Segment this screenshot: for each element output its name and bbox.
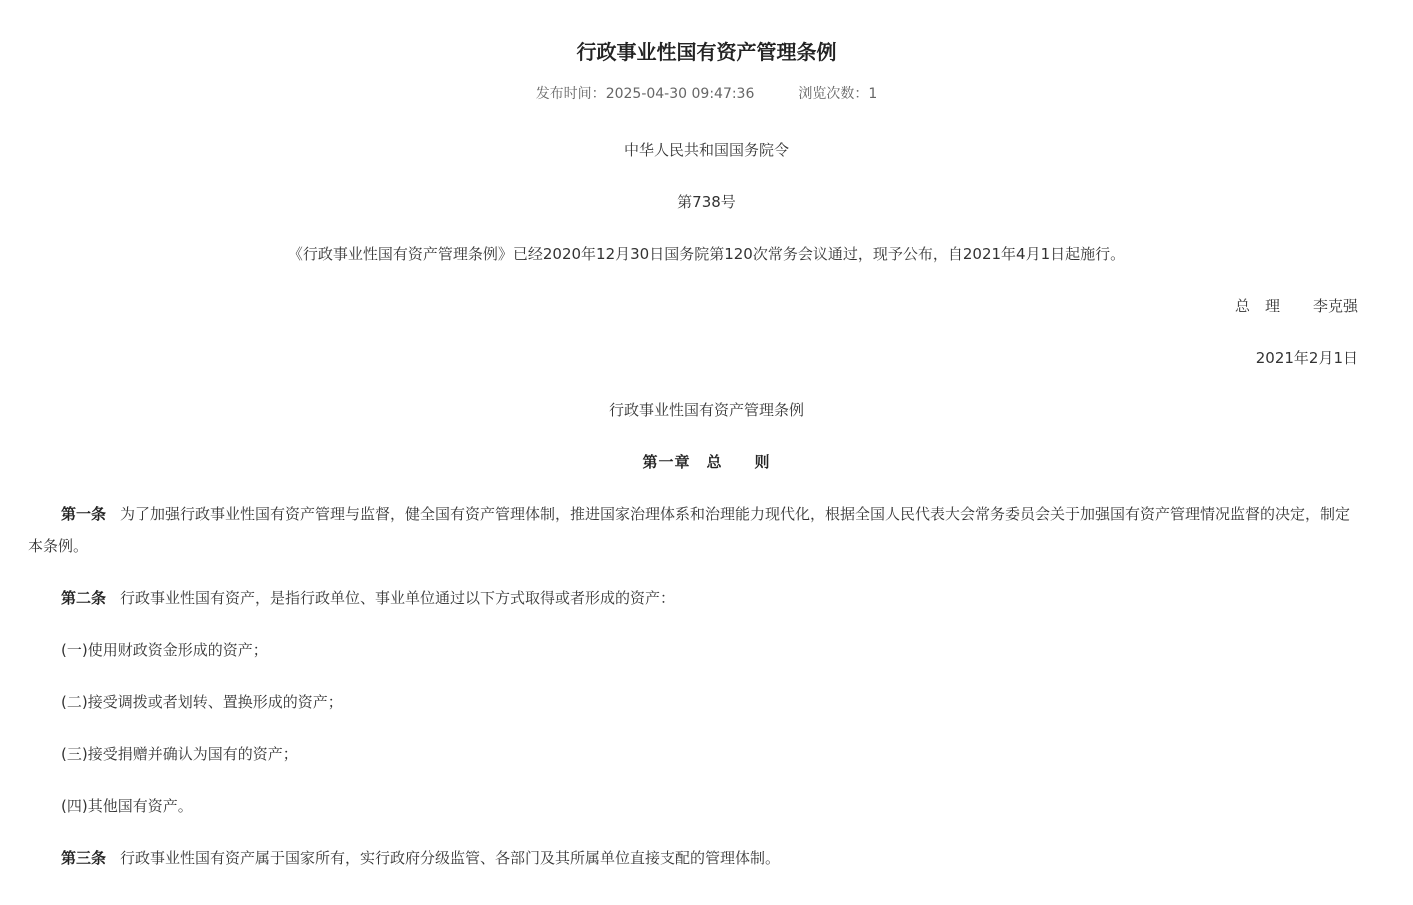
views-count: 1: [868, 86, 878, 102]
views-label: 浏览次数：: [798, 86, 869, 102]
list-item: (二)接受调拨或者划转、置换形成的资产；: [61, 693, 343, 711]
regulation-name: 行政事业性国有资产管理条例: [608, 401, 804, 419]
list-item: (四)其他国有资产。: [61, 797, 193, 815]
decree-issuer: 中华人民共和国国务院令: [623, 141, 789, 159]
list-item: (三)接受捐赠并确认为国有的资产；: [61, 745, 298, 763]
signer-name: 李克强: [1312, 297, 1358, 315]
article-meta: [0, 84, 1413, 104]
article-1-text: 为了加强行政事业性国有资产管理与监督，健全国有资产管理体制，推进国家治理体系和治理能力现代化，根据全国人民代表大会常务委员会关于加强国有资产管理情况监督的决定，制定本条例。: [28, 505, 1351, 555]
decree-date: 2021年2月1日: [1255, 349, 1358, 367]
chapter-heading: 第一章 总 则: [642, 453, 771, 471]
decree-signer: [1235, 296, 1358, 316]
article-3-text: 行政事业性国有资产属于国家所有，实行政府分级监管、各部门及其所属单位直接支配的管理体制。: [120, 849, 781, 867]
article-1: [28, 498, 1358, 562]
article-2-text: 行政事业性国有资产，是指行政单位、事业单位通过以下方式取得或者形成的资产：: [120, 589, 676, 607]
article-3-head: 第三条: [61, 849, 107, 867]
signer-role: 总 理: [1234, 297, 1280, 315]
article-2-head: 第二条: [61, 589, 107, 607]
decree-announcement: 《行政事业性国有资产管理条例》已经2020年12月30日国务院第120次常务会议通过，现予公布，自2021年4月1日起施行。: [287, 245, 1126, 263]
article-3: [28, 842, 1358, 874]
publish-time: 2025-04-30 09:47:36: [605, 86, 755, 102]
article-2: [28, 582, 1358, 614]
list-item: (一)使用财政资金形成的资产；: [61, 641, 268, 659]
publish-label: 发布时间：: [535, 86, 606, 102]
article-1-head: 第一条: [61, 505, 107, 523]
decree-number: 第738号: [677, 193, 736, 211]
article-title: 行政事业性国有资产管理条例: [576, 40, 837, 64]
